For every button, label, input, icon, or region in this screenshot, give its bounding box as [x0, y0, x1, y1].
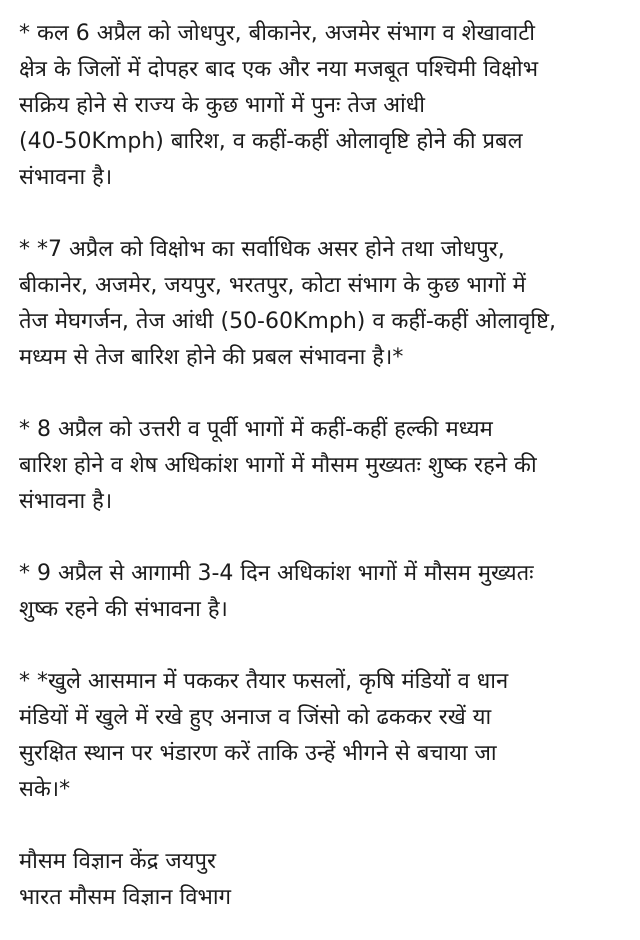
signature-centre-name: मौसम विज्ञान केंद्र जयपुर — [19, 849, 216, 874]
text-line: बारिश होने व शेष अधिकांश भागों में मौसम मुख्यतः शुष्क रहने की — [19, 453, 537, 478]
text-line: * *खुले आसमान में पककर तैयार फसलों, कृषि मंडियों व धान — [19, 669, 509, 694]
text-line: संभावना है। — [19, 489, 113, 514]
text-line: सके।* — [19, 777, 71, 802]
text-line: * 8 अप्रैल को उत्तरी व पूर्वी भागों में कहीं-कहीं हल्की मध्यम — [19, 417, 493, 442]
signature-block — [19, 844, 627, 916]
text-line: * 9 अप्रैल से आगामी 3-4 दिन अधिकांश भागों में मौसम मुख्यतः — [19, 561, 534, 586]
text-line: बीकानेर, अजमेर, जयपुर, भरतपुर, कोटा संभाग के कुछ भागों में — [19, 273, 526, 298]
text-line: * *7 अप्रैल को विक्षोभ का सर्वाधिक असर होने तथा जोधपुर, — [19, 237, 505, 262]
text-line: तेज मेघगर्जन, तेज आंधी (50-60Kmph) व कहीं-कहीं ओलावृष्टि, — [19, 309, 556, 334]
text-line: मध्यम से तेज बारिश होने की प्रबल संभावना है।* — [19, 345, 404, 370]
text-line: शुष्क रहने की संभावना है। — [19, 597, 228, 622]
forecast-paragraph-apr7 — [19, 232, 627, 376]
signature-department-name: भारत मौसम विज्ञान विभाग — [19, 885, 231, 910]
forecast-paragraph-apr9 — [19, 556, 627, 628]
text-line: क्षेत्र के जिलों में दोपहर बाद एक और नया मजबूत पश्चिमी विक्षोभ — [19, 57, 539, 82]
advisory-paragraph — [19, 664, 627, 808]
weather-bulletin — [19, 16, 627, 916]
text-line: * कल 6 अप्रैल को जोधपुर, बीकानेर, अजमेर संभाग व शेखावाटी — [19, 21, 535, 46]
text-line: संभावना है। — [19, 165, 113, 190]
text-line: सक्रिय होने से राज्य के कुछ भागों में पुनः तेज आंधी — [19, 93, 426, 118]
text-line: सुरक्षित स्थान पर भंडारण करें ताकि उन्हें भीगने से बचाया जा — [19, 741, 497, 766]
text-line: (40-50Kmph) बारिश, व कहीं-कहीं ओलावृष्टि होने की प्रबल — [19, 129, 523, 154]
forecast-paragraph-apr8 — [19, 412, 627, 520]
forecast-paragraph-apr6 — [19, 16, 627, 196]
text-line: मंडियों में खुले में रखे हुए अनाज व जिंसो को ढककर रखें या — [19, 705, 492, 730]
